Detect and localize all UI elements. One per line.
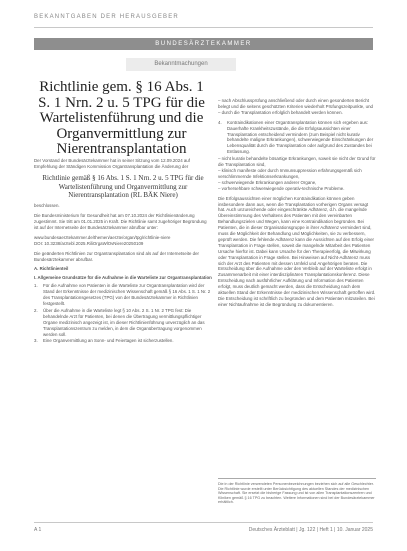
footnote: Die in der Richtlinie verwendeten Personenbezeichnungen beziehen sich auf alle Geschlechter. Die Richtlinie wurde erstellt unter Berücksichtigung des aktuellen Standes der medizinischen Wissenschaft. Sie ersetzt die bisherige Fassung und ist von allen Transplantationszentren und Kliniken gemäß § 16 TPG zu beachten. Weitere Informationen sind bei der Bundesärztekammer erhältlich.: [218, 478, 376, 505]
resolution-text: beschlossen.: [34, 203, 60, 209]
bullet-item: – vorhersehbare schwerwiegende operativ-technische Probleme.: [218, 185, 345, 191]
guideline-subtitle: Richtlinie gemäß § 16 Abs. 1 S. 1 Nrn. 2 u. 5 TPG für die Wartelistenführung und Organvermittlung zur Nierentransplantation (RL BÄK Niere): [42, 173, 204, 200]
publisher-band: BUNDESÄRZTEKAMMER: [34, 38, 373, 50]
bullet-item: – schwerwiegende Erkrankungen anderer Organe,: [218, 179, 317, 185]
footer-divider: [34, 522, 373, 523]
page-number: A 1: [34, 527, 42, 533]
bullet-item: – klinisch manifeste oder durch Immunsuppression erfahrungsgemäß sich verschlimmernde Infektionserkrankungen,: [218, 167, 362, 179]
list-item: 4. Kontraindikationen einer Organtransplantation können sich ergeben aus: Dauerhafte Krankheitszustände, die die Erfolgsaussichten einer Transplantation entscheidend vermindern (zum Beispiel nicht kurativ behandelte maligne Erkrankungen), schwerwiegende Einschränkungen der Lebensqualität durch die Transplantation oder aufgrund des Zustandes bei Entlassung.: [218, 119, 374, 155]
journal-citation: Deutsches Ärzteblatt | Jg. 122 | Heft 1 | 10. Januar 2025: [248, 527, 373, 533]
header-divider: [34, 27, 373, 28]
doi-text: DOI: 10.3238/arztebl.2025.RiliOrgaWlOvNiere20250109: [34, 240, 144, 246]
left-column: [34, 158, 212, 345]
bullet-item: – durch die Transplantation erfolglich behandelt werden können.: [218, 109, 343, 115]
approval-paragraph: Die Bundesministerium für Gesundheit hat am 07.10.2024 der Richtlinienänderung zugestimmt. Sie tritt am 01.01.2025 in Kraft. Die Richtlinie samt zugehöriger Begründung ist auf der Internetseite der Bundesärztekammer abrufbar unter:: [34, 213, 207, 230]
list-item: 1. Für die Aufnahme von Patienten in die Warteliste zur Organtransplantation wird der Stand der Erkenntnisse der medizinischen Wissenschaft gemäß § 16 Abs. 1 S. 1 Nr. 2 des Transplantationsgesetzes (TPG) von der Bundesärztekammer in Richtlinien festgestellt.: [34, 283, 211, 306]
bullet-item: – nach Abschlussprüfung anschließend oder durch einen gesonderten Bericht belegt und die seitens geschützten Kriterien wiederholt Prüfungszeitpunkte, und: [218, 98, 373, 109]
intro-paragraph: Der Vorstand der Bundesärztekammer hat in seiner Sitzung vom 12.09.2024 auf Empfehlung der Ständigen Kommission Organtransplantation die Änderung der: [34, 158, 190, 169]
document-title: Richtlinie gem. § 16 Abs. 1 S. 1 Nrn. 2 u. 5 TPG für die Wartelistenführung und die Organvermittlung zur Nierentransplantation: [38, 79, 205, 157]
list-item: 2. Über die Aufnahme in die Warteliste legt § 10 Abs. 2 S. 1 Nr. 2 TPG fest: Die behandelnde Arzt für Patienten, bei denen die Übertragung vermittlungspflichtiger Organe medizinisch angezeigt ist, im dieser Richtlinienführung unverzüglich an das Transplantationszentrum zu melden, in dem die Organübertragung vorgenommen werden soll.: [34, 307, 205, 337]
notice-paragraph: Die geänderten Richtlinien zur Organtransplantation sind als auf der Internetseite der Bundesärztekammer abrufbar.: [34, 250, 199, 262]
url-link[interactable]: www.bundesaerztekammer.de/themen/aerzte/organ/tpg/richtlinie-niere: [34, 234, 171, 240]
section-a-heading: A. Richtlinienteil: [34, 266, 69, 272]
bullet-item: – nicht kurativ behandelte bösartige Erkrankungen, soweit sie nicht der Grund für die Transplantation sind,: [218, 156, 376, 168]
announcement-label: Bekanntmachungen: [126, 58, 236, 71]
list-item: 3. Eine Organvermittlung an Sonn- und Feiertagen ist sicherzustellen.: [34, 338, 174, 344]
section-i-heading: I. Allgemeine Grundsätze für die Aufnahme in die Warteliste zur Organtransplantation: [34, 275, 212, 281]
section-header: BEKANNTGABEN DER HERAUSGEBER: [34, 14, 179, 20]
right-column: [218, 98, 376, 308]
body-paragraph: Die Erfolgsaussichten einer möglichen Kontraindikation können geben insbesondere dann aus, wenn die Transplantation vorherigen Organs versagt hat. Auch unzureichende oder eingeschränkte Adhärenz, d.h. die mangelnde Übereinstimmung des Verhaltens des Patienten mit den vereinbarten Behandlungszielen und Wegen, kann eine Kontraindikation begründen. Bei Patienten, die in dieser Organisationsgruppe in ihrer Adhärenz vermindert sind, muss die Möglichkeit der Behandlung und Möglichkeiten, sie zu verbessern, geprüft werden. Die fehlende Adhärenz kann die Aussichten auf den Erfolg einer Transplantation in Frage stellen, soweit die mangelnde Mitarbeit des Patienten Ursache hierfür ist. Dabei kann Ursache für den Therapieerfolg, die Mitwirkung oder Transplantation in Frage stellen. Bei Hinweisen auf Nicht-Adhärenz muss sich der Arzt des Patienten mit dessen Umfeld und Angehörigen beraten. Die Entscheidung über die Aufnahme oder den Verbleib auf der Warteliste erfolgt in Zusammenarbeit mit einer interdisziplinären Transplantationskonferenz. Diese Entscheidung nach ausführlicher Aufklärung und Information des Patienten erfolgt, muss deutlich gemacht werden, dass die Entscheidung nach dem aktuellen Stand der Erkenntnisse der medizinischen Wissenschaft getroffen wird. Die Entscheidung ist schriftlich zu begründen und dem Patienten mitzuteilen. Bei einer Nichtaufnahme ist die Begründung zu dokumentieren.: [218, 195, 376, 307]
